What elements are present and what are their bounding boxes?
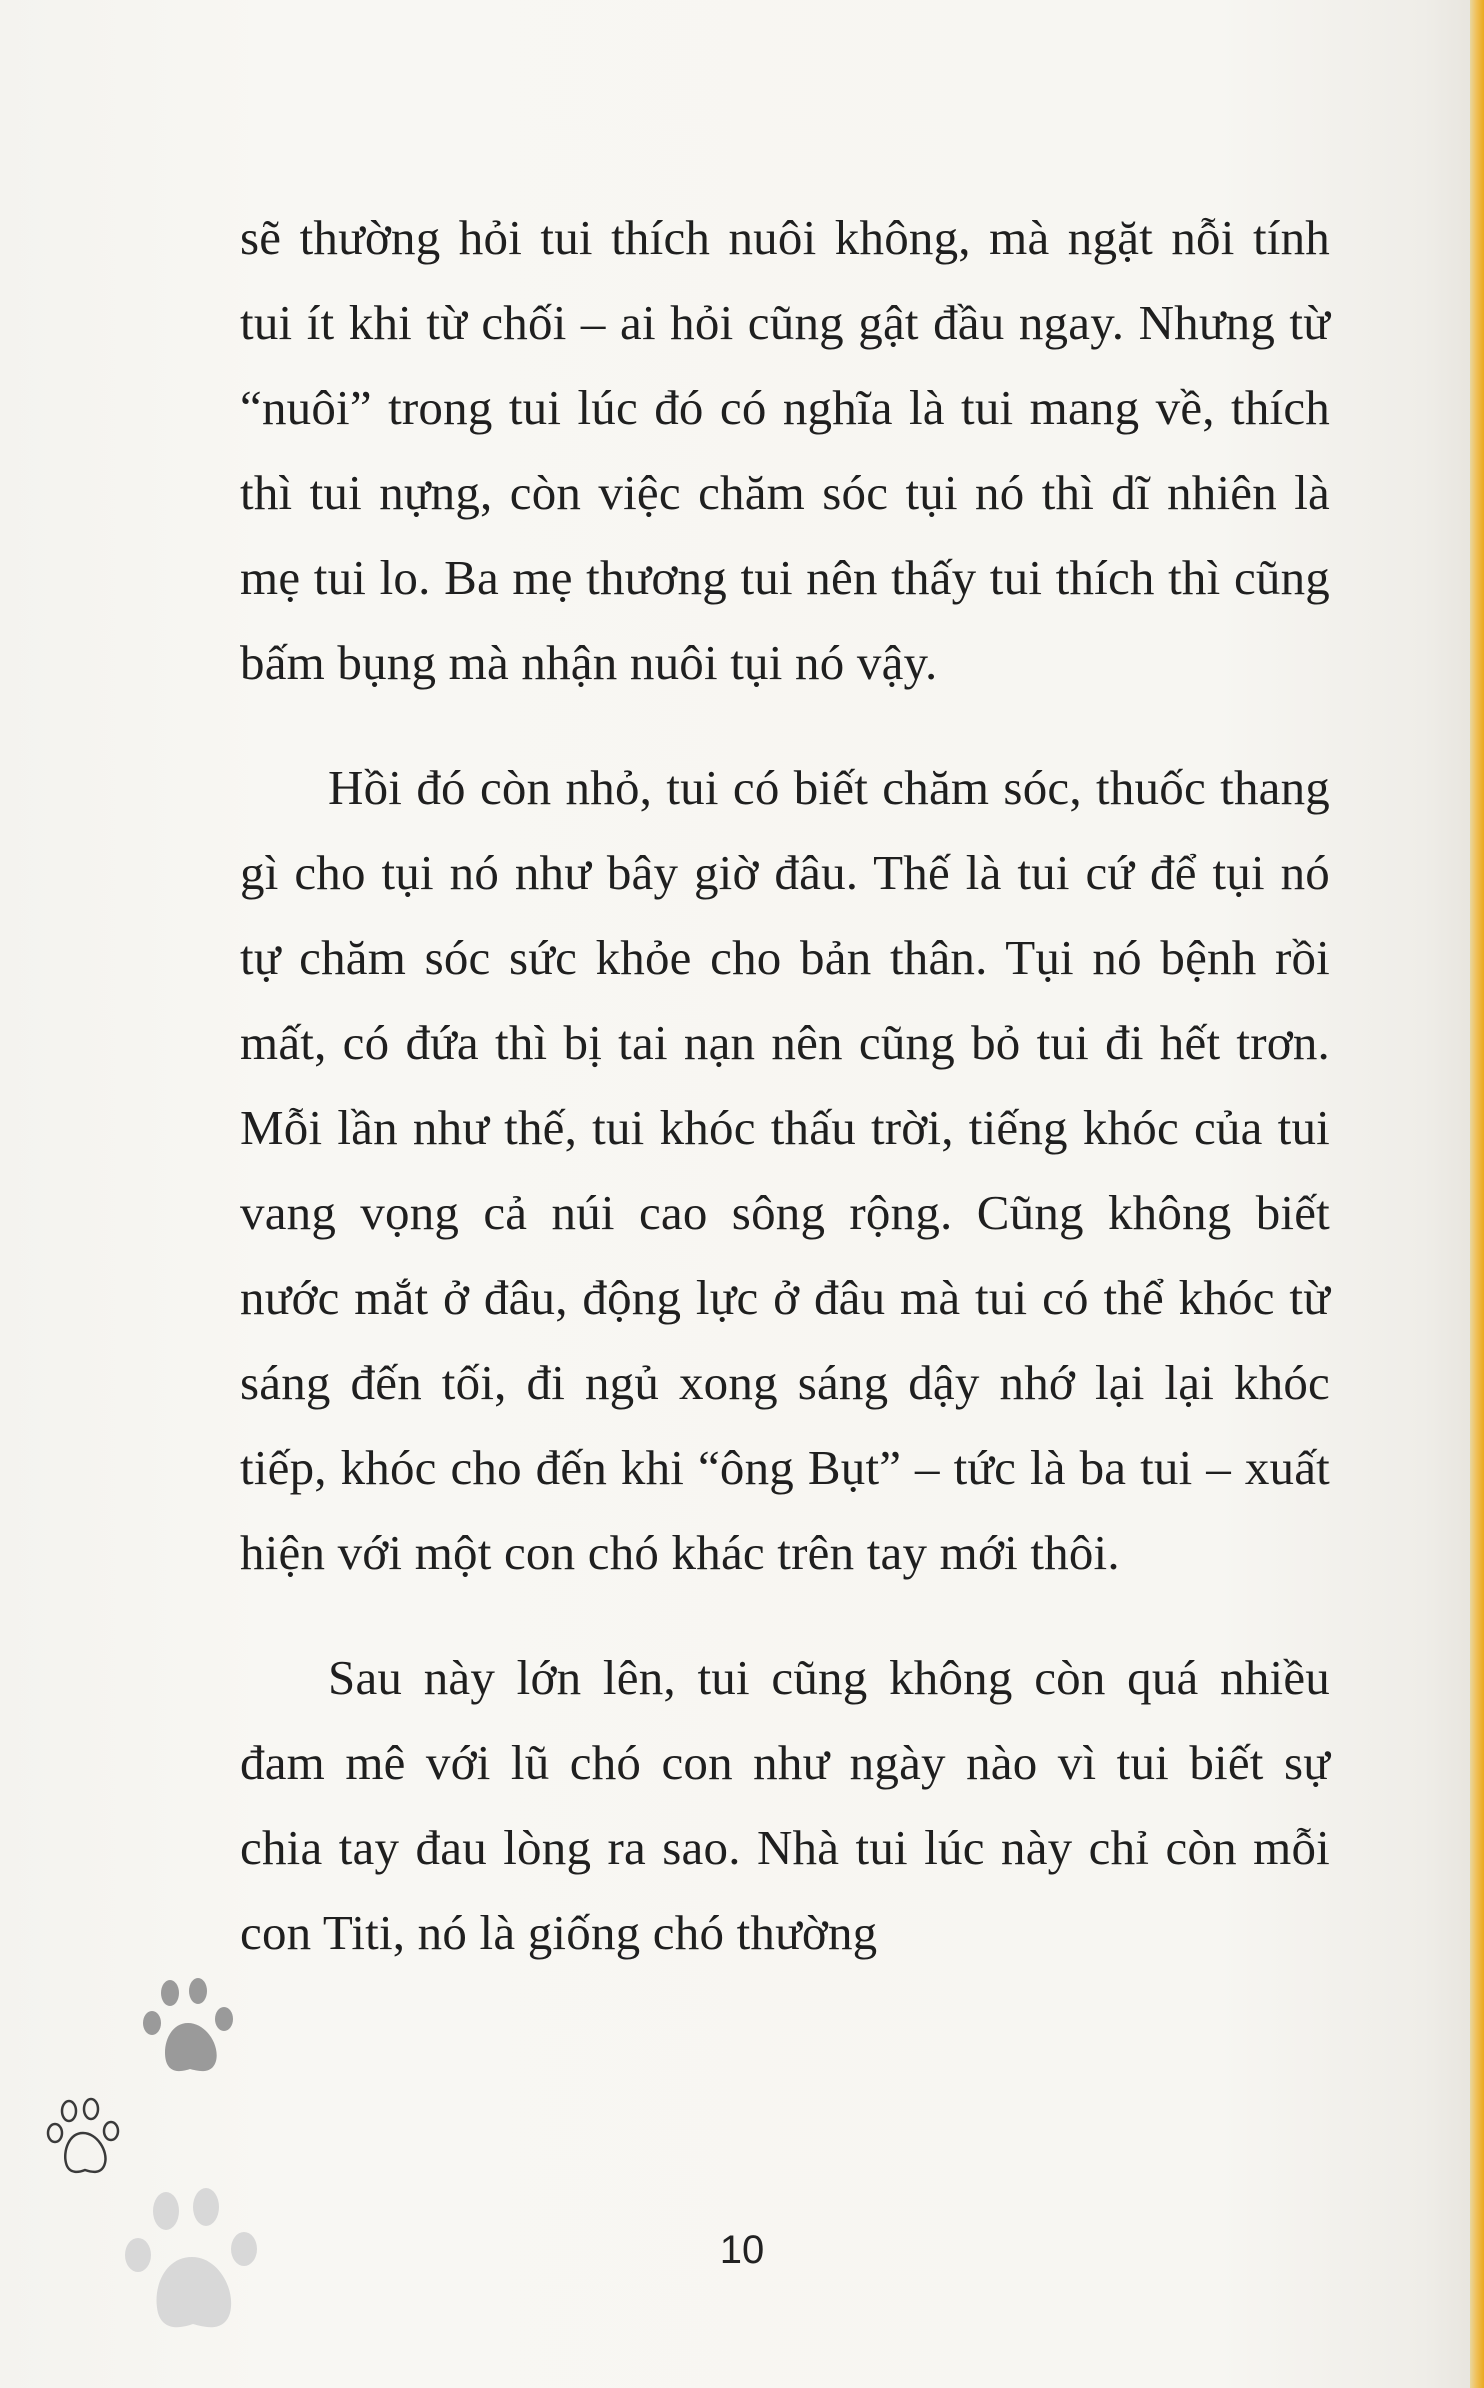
- paw-print-outline-icon: [45, 2095, 125, 2185]
- paragraph-3: Sau này lớn lên, tui cũng không còn quá nhiều đam mê với lũ chó con như ngày nào vì tui biết sự chia tay đau lòng ra sao. Nhà tui lúc này chỉ còn mỗi con Titi, nó là giống chó thường: [240, 1650, 1330, 1960]
- paragraph-2: Hồi đó còn nhỏ, tui có biết chăm sóc, thuốc thang gì cho tụi nó như bây giờ đâu. Thế là tui cứ để tụi nó tự chăm sóc sức khỏe cho bản thân. Tụi nó bệnh rồi mất, có đứa thì bị tai nạn nên cũng bỏ tui đi hết trơn. Mỗi lần như thế, tui khóc thấu trời, tiếng khóc của tui vang vọng cả núi cao sông rộng. Cũng không biết nước mắt ở đâu, động lực ở đâu mà tui có thể khóc từ sáng đến tối, đi ngủ xong sáng dậy nhớ lại lại khóc tiếp, khóc cho đến khi “ông Bụt” – tức là ba tui – xuất hiện với một con chó khác trên tay mới thôi.: [240, 760, 1330, 1580]
- page-number: 10: [719, 2228, 765, 2272]
- body-text: [240, 195, 1330, 2015]
- page-edge: [1470, 0, 1484, 2388]
- paragraph-1: sẽ thường hỏi tui thích nuôi không, mà ngặt nỗi tính tui ít khi từ chối – ai hỏi cũng gật đầu ngay. Nhưng từ “nuôi” trong tui lúc đó có nghĩa là tui mang về, thích thì tui nựng, còn việc chăm sóc tụi nó thì dĩ nhiên là mẹ tui lo. Ba mẹ thương tui nên thấy tui thích thì cũng bấm bụng mà nhận nuôi tụi nó vậy.: [240, 210, 1330, 690]
- paw-print-icon: [140, 1975, 240, 2085]
